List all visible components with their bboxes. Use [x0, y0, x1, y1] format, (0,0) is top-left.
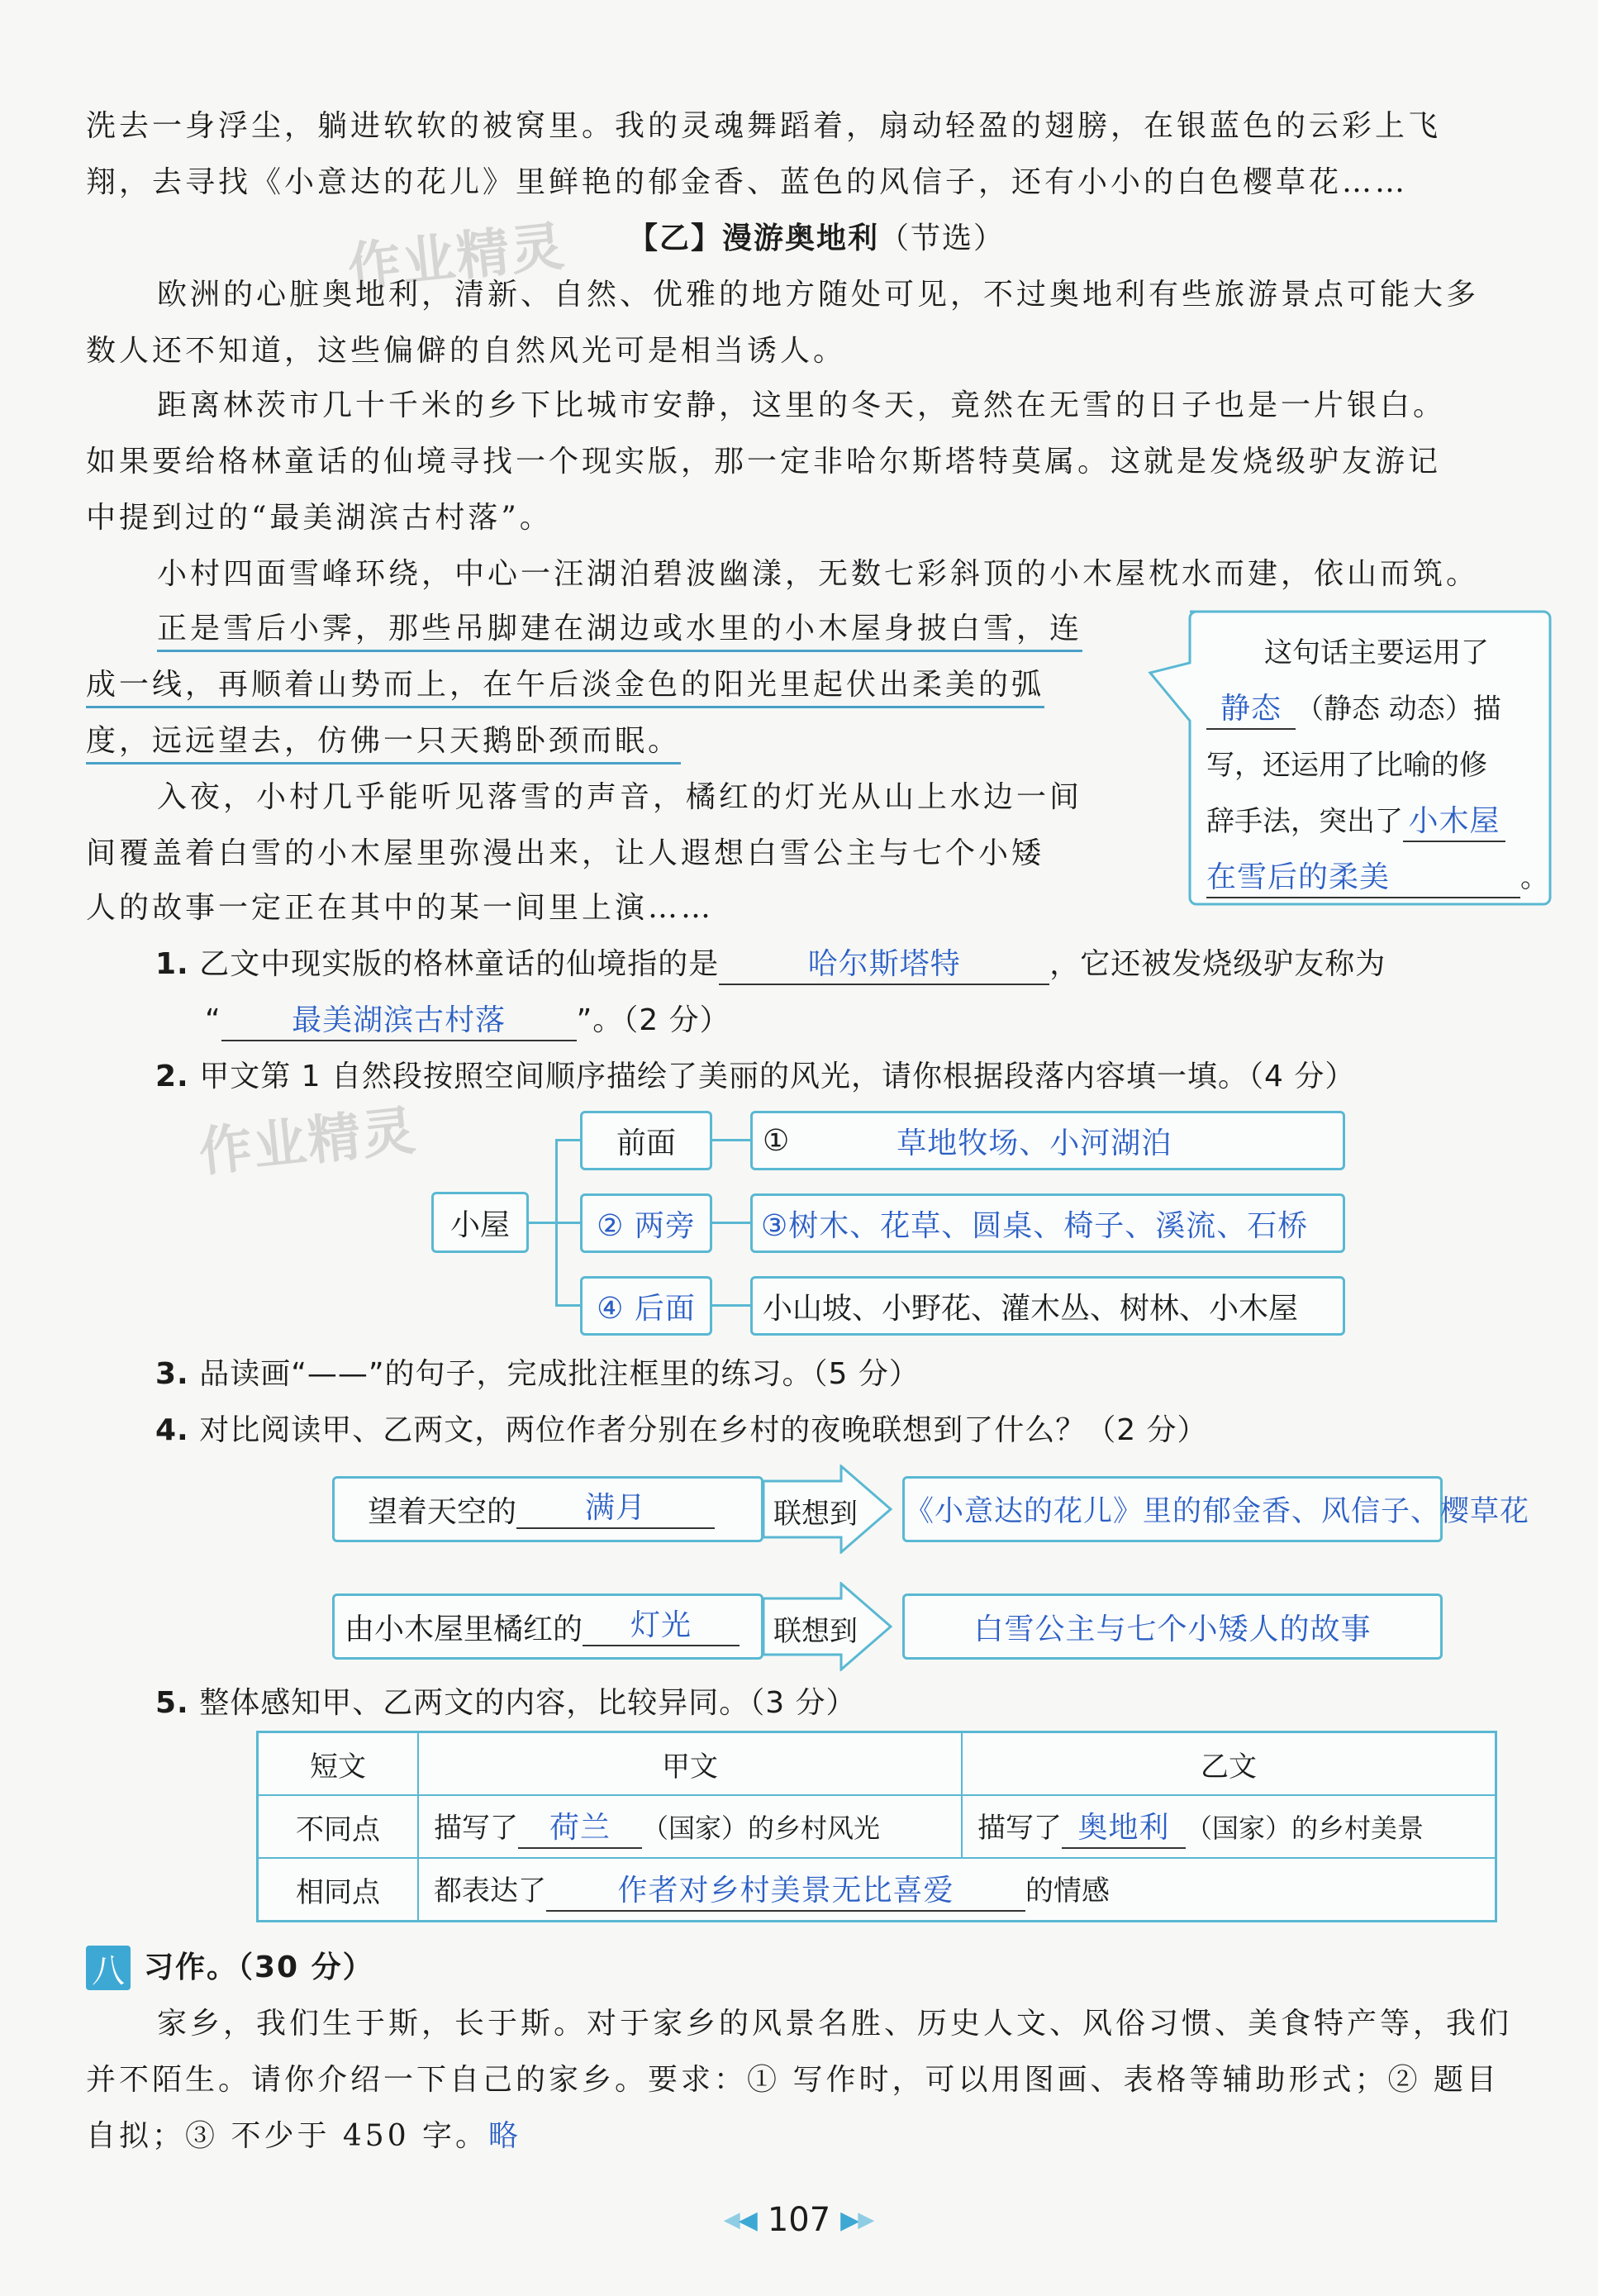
tree-left-label-1: 前面: [616, 1126, 676, 1160]
table-row-label: 不同点: [258, 1795, 419, 1858]
tree-left-box-1: [580, 1111, 712, 1170]
table-cell: [418, 1858, 1496, 1922]
tree-right-box-1: [750, 1111, 1345, 1170]
q2-text: 甲文第 1 自然段按照空间顺序描绘了美丽的风光，请你根据段落内容填一填。（4 分）: [199, 1060, 1356, 1093]
yi-p2-line-1: 距离林茨市几十千米的乡下比城市安静，这里的冬天，竟然在无雪的日子也是一片银白。: [157, 388, 1447, 422]
q4-row2-left-box: [332, 1593, 763, 1660]
table-row-label: 相同点: [258, 1858, 419, 1922]
table-header-cell: 甲文: [418, 1732, 962, 1796]
q3: [155, 1354, 920, 1395]
q4-row1-right-box: [902, 1476, 1530, 1542]
table-cell: [962, 1795, 1496, 1858]
q4-row2-answer[interactable]: 灯光: [583, 1607, 740, 1646]
annotation-blank-1[interactable]: 静态: [1206, 690, 1296, 730]
q3-number: 3.: [155, 1357, 189, 1391]
q2-number: 2.: [155, 1060, 189, 1093]
annotation-line-5: [1206, 850, 1548, 906]
annotation-end: 。: [1520, 861, 1548, 894]
q3-text: 品读画“——”的句子，完成批注框里的练习。（5 分）: [199, 1357, 920, 1391]
table-header-cell: 短文: [258, 1732, 419, 1796]
section-8-line-3: [86, 2116, 519, 2157]
q1-number: 1.: [155, 947, 189, 981]
yi-p5-line-1: 入夜，小村几乎能听见落雪的声音，橘红的灯光从山上水边一间: [157, 780, 1083, 814]
q4-row2-right-answer[interactable]: 白雪公主与七个小矮人的故事: [973, 1612, 1372, 1646]
q2: [155, 1056, 1355, 1098]
yi-p3-line-1: 小村四面雪峰环绕，中心一汪湖泊碧波幽漾，无数七彩斜顶的小木屋枕水而建，依山而筑。: [157, 557, 1480, 591]
q1: [155, 944, 1386, 985]
tree-connector: [712, 1304, 750, 1307]
yi-p2-line-2: 如果要给格林童话的仙境寻找一个现实版，那一定非哈尔斯塔特莫属。这就是发烧级驴友游记: [86, 445, 1442, 479]
section-8-answer[interactable]: 略: [488, 2119, 520, 2153]
q1-text-a: 乙文中现实版的格林童话的仙境指的是: [199, 947, 720, 981]
jia-line-2: 翔，去寻找《小意达的花儿》里鲜艳的郁金香、蓝色的风信子，还有小小的白色樱草花……: [86, 165, 1409, 199]
table-cell: [418, 1795, 962, 1858]
annotation-line-4-text: 辞手法，突出了: [1206, 805, 1403, 838]
passage-yi-title-main: 【乙】漫游奥地利: [628, 222, 880, 255]
section-8-line-1: 家乡，我们生于斯，长于斯。对于家乡的风景名胜、历史人文、风俗习惯、美食特产等，我们: [157, 2007, 1513, 2041]
next-arrow-icon: ▶: [840, 2205, 860, 2235]
q4-number: 4.: [155, 1413, 189, 1447]
tree-connector: [555, 1139, 580, 1141]
yi-p5-line-2: 间覆盖着白雪的小木屋里弥漫出来，让人遐想白雪公主与七个小矮: [86, 836, 1045, 870]
q5-answer-yi-country[interactable]: 奥地利: [1062, 1809, 1186, 1849]
q4-row1-right-answer[interactable]: 《小意达的花儿》里的郁金香、风信子、樱草花: [905, 1495, 1530, 1528]
cell-text: 描写了: [977, 1811, 1062, 1845]
annotation-blank-2b[interactable]: 在雪后的柔美: [1206, 859, 1520, 898]
tree-left-box-3: [580, 1276, 712, 1336]
tree-connector: [529, 1222, 557, 1224]
yi-p4-line-1-underlined: 正是雪后小霁，那些吊脚建在湖边或水里的小木屋身披白雪，连: [157, 608, 1082, 652]
q5-number: 5.: [155, 1686, 189, 1720]
tree-connector: [555, 1222, 580, 1224]
tree-right-prefix-1: ①: [763, 1123, 790, 1158]
table-header-row: [258, 1732, 1496, 1796]
q4-row2-left-text: 由小木屋里橘红的: [345, 1612, 583, 1646]
q1-line-2: [205, 1000, 730, 1041]
watermark: 作业精灵: [345, 216, 568, 300]
q4-row1-arrow-label: 联想到: [773, 1498, 858, 1531]
tree-left-box-2: [580, 1193, 712, 1253]
q4-row1-left-box: [332, 1476, 763, 1542]
passage-yi-title: [628, 218, 1005, 260]
table-row: [258, 1795, 1496, 1858]
q4-row1-answer[interactable]: 满月: [516, 1489, 715, 1529]
jia-line-1: 洗去一身浮尘，躺进软软的被窝里。我的灵魂舞蹈着，扇动轻盈的翅膀，在银蓝色的云彩上飞: [86, 109, 1442, 143]
tree-left-answer-3[interactable]: ④ 后面: [597, 1291, 696, 1326]
yi-p1-line-2: 数人还不知道，这些偏僻的自然风光可是相当诱人。: [86, 334, 847, 368]
tree-connector: [712, 1139, 750, 1141]
annotation-content: [1206, 625, 1548, 906]
section-8-badge: 八: [86, 1946, 131, 1990]
annotation-line-2: [1206, 681, 1548, 737]
q1-answer-2[interactable]: 最美湖滨古村落: [221, 1002, 577, 1041]
prev-arrow-icon: ◀: [738, 2205, 758, 2235]
q4-row2-right-box: [902, 1593, 1443, 1660]
yi-p5-line-3: 人的故事一定正在其中的某一间里上演……: [86, 891, 715, 925]
tree-right-box-3: [750, 1276, 1345, 1336]
q4: [155, 1410, 1208, 1451]
watermark: 作业精灵: [196, 1100, 420, 1184]
tree-right-text-3: 小山坡、小野花、灌木丛、树林、小木屋: [763, 1291, 1299, 1326]
q1-text-c: ”。（2 分）: [576, 1003, 730, 1037]
tree-connector: [555, 1304, 580, 1307]
tree-root-label: 小屋: [449, 1208, 510, 1242]
section-8-line-3-text: 自拟；③ 不少于 450 字。: [86, 2119, 489, 2153]
q5-text: 整体感知甲、乙两文的内容，比较异同。（3 分）: [199, 1686, 857, 1720]
annotation-line-1: 这句话主要运用了: [1264, 636, 1489, 669]
yi-p1-line-1: 欧洲的心脏奥地利，清新、自然、优雅的地方随处可见，不过奥地利有些旅游景点可能大多: [157, 278, 1480, 312]
q1-quote-open: “: [205, 1003, 221, 1037]
annotation-line-2-text: （静态 动态）描: [1296, 693, 1501, 726]
q4-text: 对比阅读甲、乙两文，两位作者分别在乡村的夜晚联想到了什么？（2 分）: [199, 1413, 1208, 1447]
table-header-cell: 乙文: [962, 1732, 1496, 1796]
q1-text-b: ，它还被发烧级驴友称为: [1049, 947, 1386, 981]
annotation-line-4: [1206, 793, 1548, 850]
q1-answer-1[interactable]: 哈尔斯塔特: [719, 946, 1049, 985]
section-8-line-2: 并不陌生。请你介绍一下自己的家乡。要求：① 写作时，可以用图画、表格等辅助形式；② 题目: [86, 2063, 1500, 2097]
tree-connector: [712, 1222, 750, 1224]
cell-text: 描写了: [434, 1811, 518, 1845]
yi-p2-line-3: 中提到过的“最美湖滨古村落”。: [86, 501, 553, 535]
tree-right-answer-1[interactable]: 草地牧场、小河湖泊: [896, 1126, 1172, 1160]
passage-yi-title-suffix: （节选）: [879, 222, 1006, 255]
tree-right-answer-2[interactable]: ③树木、花草、圆桌、椅子、溪流、石桥: [761, 1208, 1309, 1243]
q5: [155, 1683, 857, 1724]
section-8-title: 习作。（30 分）: [144, 1951, 374, 1984]
yi-p4-line-3-underlined: 度，远远望去，仿佛一只天鹅卧颈而眠。: [86, 721, 681, 765]
annotation-line-3: 写，还运用了比喻的修: [1206, 749, 1487, 782]
page-footer: [721, 2195, 877, 2245]
next-arrow-icon: ▶: [858, 2208, 875, 2232]
yi-p4-line-2-underlined: 成一线，再顺着山势而上，在午后淡金色的阳光里起伏出柔美的弧: [86, 665, 1044, 708]
tree-root-box: [431, 1192, 529, 1253]
q5-answer-common[interactable]: 作者对乡村美景无比喜爱: [546, 1872, 1025, 1912]
prev-arrow-icon: ◀: [723, 2208, 740, 2232]
q5-answer-jia-country[interactable]: 荷兰: [518, 1809, 642, 1849]
cell-text: 都表达了: [434, 1874, 546, 1908]
table-row: [258, 1858, 1496, 1922]
tree-right-box-2: [750, 1193, 1345, 1253]
q5-compare-table: [256, 1731, 1497, 1922]
q4-row2-arrow-label: 联想到: [773, 1615, 858, 1648]
tree-left-answer-2[interactable]: ② 两旁: [597, 1208, 696, 1243]
q4-row1-left-text: 望着天空的: [368, 1494, 517, 1529]
cell-text: （国家）的乡村美景: [1186, 1812, 1424, 1844]
annotation-blank-2a[interactable]: 小木屋: [1403, 803, 1505, 842]
page-number: 107: [767, 2201, 831, 2239]
cell-text: 的情感: [1025, 1874, 1110, 1908]
cell-text: （国家）的乡村风光: [642, 1812, 881, 1844]
